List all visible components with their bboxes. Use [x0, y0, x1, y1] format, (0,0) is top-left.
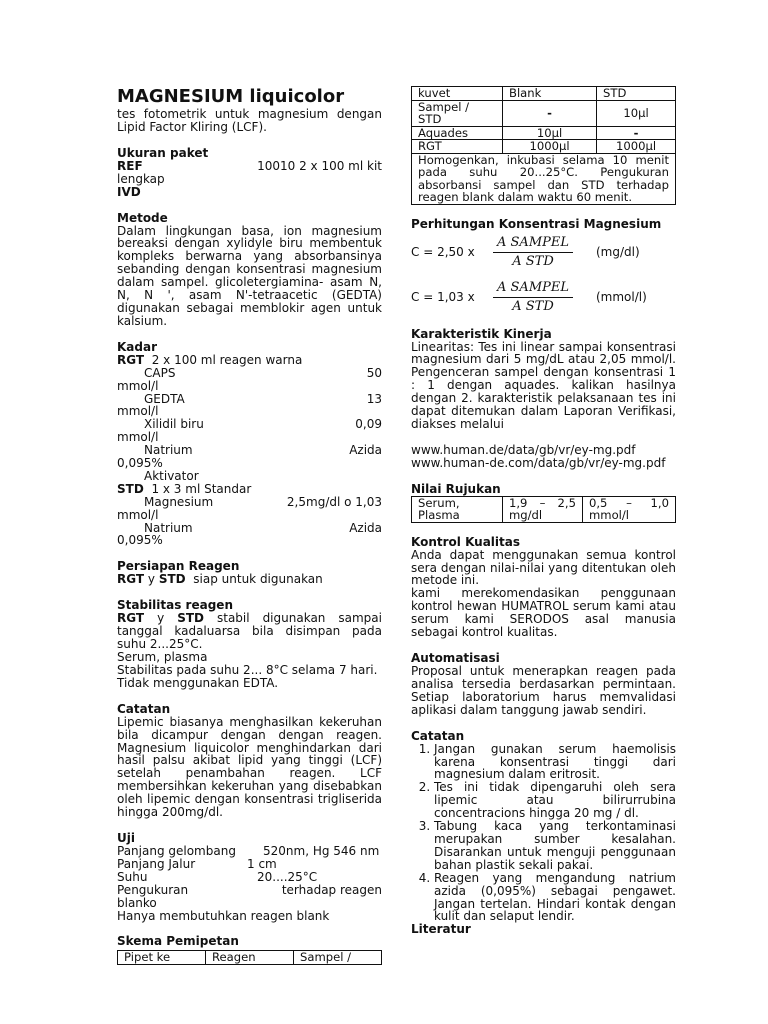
uji-section [117, 832, 382, 922]
table-row [412, 100, 676, 126]
table-cell: kuvet [412, 87, 503, 101]
karakteristik-section [411, 328, 676, 470]
uji-row [117, 858, 382, 871]
persiapan-section [117, 560, 382, 586]
automatisasi-heading: Automatisasi [411, 651, 500, 665]
rgt-item [117, 393, 382, 419]
karakteristik-heading: Karakteristik Kinerja [411, 326, 552, 341]
stabilitas-rgt: RGT [117, 611, 145, 626]
table-row [412, 496, 676, 522]
table-row [412, 87, 676, 101]
table-cell: Aquades [412, 126, 503, 140]
kontrol-text2: kami merekomendasikan penggunaan kontrol hewan HUMATROL serum kami atau serum kami SERODOS asal manusia sebagai kontrol kualitas. [411, 586, 676, 640]
ivd-label: IVD [117, 184, 141, 199]
ref-line [117, 160, 382, 173]
table-cell: 1000µl [597, 140, 676, 154]
formula-mmol [411, 280, 676, 315]
table-row [412, 126, 676, 140]
kontrol-section [411, 536, 676, 639]
ref-cont: lengkap [117, 171, 165, 186]
kontrol-text1: Anda dapat menggunakan semua kontrol sera dengan nilai-nilai yang ditentukan oleh metode ini. [411, 547, 676, 588]
list-item: 3. Tabung kaca yang terkontaminasi merupakan sumber kesalahan. Disarankan untuk menguji penggunaan bahan plastik sekali pakai. [434, 820, 676, 872]
table-cell: Sampel / STD [412, 100, 503, 126]
rgt-item-unit: 0,095% [117, 456, 163, 471]
std-item-value: 2,5mg/dl o 1,03 [286, 494, 382, 509]
std-item-value: Azida [349, 520, 382, 535]
literatur-heading: Literatur [411, 922, 471, 937]
rgt-item-value: Azida [349, 443, 382, 458]
table-cell: 1,9 – 2,5 mg/dl [503, 496, 583, 522]
persiapan-y: y [147, 572, 156, 587]
std-item [117, 522, 382, 548]
table-cell: 10µl [503, 126, 597, 140]
metode-section [117, 212, 382, 328]
rgt-item-value: 13 [366, 391, 382, 406]
std-item-unit: mmol/l [117, 507, 159, 522]
stabilitas-y: y [157, 611, 165, 626]
aktivator-label: Aktivator [144, 468, 199, 483]
stabilitas-heading: Stabilitas reagen [117, 598, 233, 613]
catatan1-heading: Catatan [117, 701, 171, 716]
rgt-item-name: GEDTA [144, 391, 185, 406]
verification-link[interactable]: www.human.de/data/gb/vr/ey-mg.pdf [411, 442, 636, 457]
rgt-item-name: Xilidil biru [144, 417, 204, 432]
uji-row-label: Panjang Jalur [117, 856, 196, 871]
rgt-item-unit: mmol/l [117, 378, 159, 393]
list-item: 1. Jangan gunakan serum haemolisis karena konsentrasi tinggi dari magnesium dalam eritrosit. [434, 743, 676, 782]
stabilitas-text [117, 612, 382, 651]
uji-last: Hanya membutuhkan reagen blank [117, 908, 330, 923]
table-cell: Sampel / [294, 951, 382, 965]
table-cell: Blank [503, 87, 597, 101]
catatan1-text: Lipemic biasanya menghasilkan kekeruhan bila dicampur dengan dengan reagen. Magnesium liquicolor menghindarkan dari hasil palsu akibat lipid yang tinggi (LCF) setelah penambahan reagen. LCF membersihkan kekeruhan yang disebabkan oleh lipemic dengan konsentrasi trigliserida hingga 200mg/dl. [117, 714, 382, 820]
stabilitas-section [117, 599, 382, 689]
uji-row-label: Suhu [117, 869, 148, 884]
table-cell: Pipet ke [118, 951, 206, 965]
std-desc: 1 x 3 ml Standar [151, 481, 252, 496]
kadar-section [117, 341, 382, 548]
formula-label: C = 1,03 x [411, 289, 475, 304]
rgt-line [117, 354, 382, 367]
catatan2-list [411, 743, 676, 924]
rgt-item [117, 444, 382, 470]
formula-denominator: A STD [512, 253, 554, 269]
stabilitas-line3: Stabilitas pada suhu 2... 8°C selama 7 hari. [117, 662, 378, 677]
kadar-heading: Kadar [117, 339, 158, 354]
perhitungan-section [411, 218, 676, 315]
skema-table [117, 950, 382, 965]
document-title: MAGNESIUM liquicolor [117, 86, 345, 107]
stabilitas-body: stabil digunakan sampai tanggal kadaluarsa bila disimpan pada suhu 2...25°C. [117, 611, 382, 652]
uji-row [117, 884, 382, 897]
rgt-item-value: 0,09 [355, 417, 382, 432]
table-cell: Reagen [206, 951, 294, 965]
kontrol-heading: Kontrol Kualitas [411, 534, 520, 549]
persiapan-heading: Persiapan Reagen [117, 559, 240, 574]
rujukan-section [411, 483, 676, 523]
formula-label: C = 2,50 x [411, 244, 475, 259]
std-item-unit: 0,095% [117, 533, 163, 548]
kuvet-table [411, 86, 676, 205]
table-cell: - [503, 100, 597, 126]
uji-blanko: blanko [117, 895, 157, 910]
uji-row-value: 520nm, Hg 546 nm [263, 843, 380, 858]
std-item-name: Natrium [144, 520, 193, 535]
formula-numerator: A SAMPEL [493, 280, 573, 298]
uji-row-value: 20....25°C [257, 869, 318, 884]
catatan2-section [411, 730, 676, 924]
table-cell: - [597, 126, 676, 140]
stabilitas-std: STD [177, 611, 204, 626]
stabilitas-line2: Serum, plasma [117, 650, 208, 664]
catatan2-heading: Catatan [411, 728, 465, 743]
table-note: Homogenkan, inkubasi selama 10 menit pada suhu 20...25°C. Pengukuran absorbansi sampel dan STD terhadap reagen blank dalam waktu 60 menit. [412, 153, 676, 204]
persiapan-text [117, 573, 382, 586]
formula-mgdl [411, 235, 676, 270]
ukuran-heading: Ukuran paket [117, 145, 209, 160]
formula-unit: (mmol/l) [596, 289, 647, 304]
uji-row-value: terhadap reagen [281, 882, 382, 897]
perhitungan-heading: Perhitungan Konsentrasi Magnesium [411, 216, 662, 231]
rujukan-table [411, 496, 676, 523]
rgt-desc: 2 x 100 ml reagen warna [151, 352, 303, 367]
uji-row [117, 871, 382, 884]
intro-text: tes fotometrik untuk magnesium dengan Lipid Factor Kliring (LCF). [117, 107, 382, 134]
rgt-label: RGT [117, 352, 145, 367]
automatisasi-section [411, 652, 676, 717]
uji-row-label: Pengukuran [117, 882, 189, 897]
std-item [117, 496, 382, 522]
formula-denominator: A STD [512, 298, 554, 314]
formula-fraction [488, 280, 578, 315]
std-label: STD [117, 481, 144, 496]
persiapan-std: STD [158, 572, 186, 587]
skema-heading: Skema Pemipetan [117, 934, 239, 949]
rgt-item [117, 367, 382, 393]
list-item: 4. Reagen yang mengandung natrium azida (0,095%) sebagai pengawet. Jangan tertelan. Hindari kontak dengan kulit dan selaput lendir. [434, 872, 676, 924]
rgt-item [117, 418, 382, 444]
table-row [118, 951, 382, 965]
left-column [117, 86, 382, 965]
uji-row-label: Panjang gelombang [117, 843, 236, 858]
ref-value: 10010 2 x 100 ml kit [257, 158, 382, 173]
rujukan-heading: Nilai Rujukan [411, 481, 501, 496]
ref-label: REF [117, 158, 143, 173]
list-item: 2. Tes ini tidak dipengaruhi oleh sera lipemic atau bilirurrubina concentracions hingga 20 mg / dl. [434, 781, 676, 820]
stabilitas-line4: Tidak menggunakan EDTA. [117, 675, 279, 690]
table-row [412, 153, 676, 204]
ukuran-section [117, 147, 382, 199]
persiapan-rest: siap untuk digunakan [193, 572, 323, 587]
std-line [117, 483, 382, 496]
table-cell: 1000µl [503, 140, 597, 154]
table-cell: Serum, Plasma [412, 496, 503, 522]
formula-numerator: A SAMPEL [493, 235, 573, 253]
verification-link-alt[interactable]: www.human-de.com/data/gb/vr/ey-mg.pdf [411, 455, 666, 470]
metode-heading: Metode [117, 210, 168, 225]
catatan1-section [117, 703, 382, 819]
skema-section [117, 935, 382, 965]
table-cell: RGT [412, 140, 503, 154]
table-cell: STD [597, 87, 676, 101]
std-item-name: Magnesium [144, 494, 214, 509]
rgt-item-name: CAPS [144, 365, 176, 380]
uji-heading: Uji [117, 830, 135, 845]
automatisasi-text: Proposal untuk menerapkan reagen pada analisa tersedia berdasarkan permintaan. Setiap laboratorium harus memvalidasi aplikasi dalam tanggung jawab sendiri. [411, 664, 676, 717]
table-row [412, 140, 676, 154]
rgt-item-name: Natrium [144, 443, 193, 458]
table-cell: 0,5 – 1,0 mmol/l [583, 496, 676, 522]
table-cell: 10µl [597, 100, 676, 126]
uji-row [117, 845, 382, 858]
formula-fraction [488, 235, 578, 270]
rgt-item-unit: mmol/l [117, 430, 159, 445]
formula-unit: (mg/dl) [596, 244, 640, 259]
rgt-item-unit: mmol/l [117, 404, 159, 419]
rgt-item-value: 50 [366, 365, 382, 380]
persiapan-rgt: RGT [117, 572, 145, 587]
karakteristik-text: Linearitas: Tes ini linear sampai konsentrasi magnesium dari 5 mg/dL atau 2,05 mmol/l. Pengenceran sampel dengan konsentrasi 1 : 1 dengan aquades. kalikan hasilnya dengan 2. karakteristik pelaksanaan tes ini dapat ditemukan dalam Laporan Verifikasi, diakses melalui [411, 339, 676, 431]
metode-text: Dalam lingkungan basa, ion magnesium bereaksi dengan xylidyle biru membentuk kompleks berwarna yang absorbansinya sebanding dengan konsentrasi magnesium dalam sampel. glicoletergiamina- asam N, N, N ', asam N'-tetraacetic (GEDTA) digunakan sebagai memblokir agen untuk kalsium. [117, 223, 382, 328]
right-column [411, 86, 676, 936]
uji-row-value: 1 cm [247, 856, 277, 871]
